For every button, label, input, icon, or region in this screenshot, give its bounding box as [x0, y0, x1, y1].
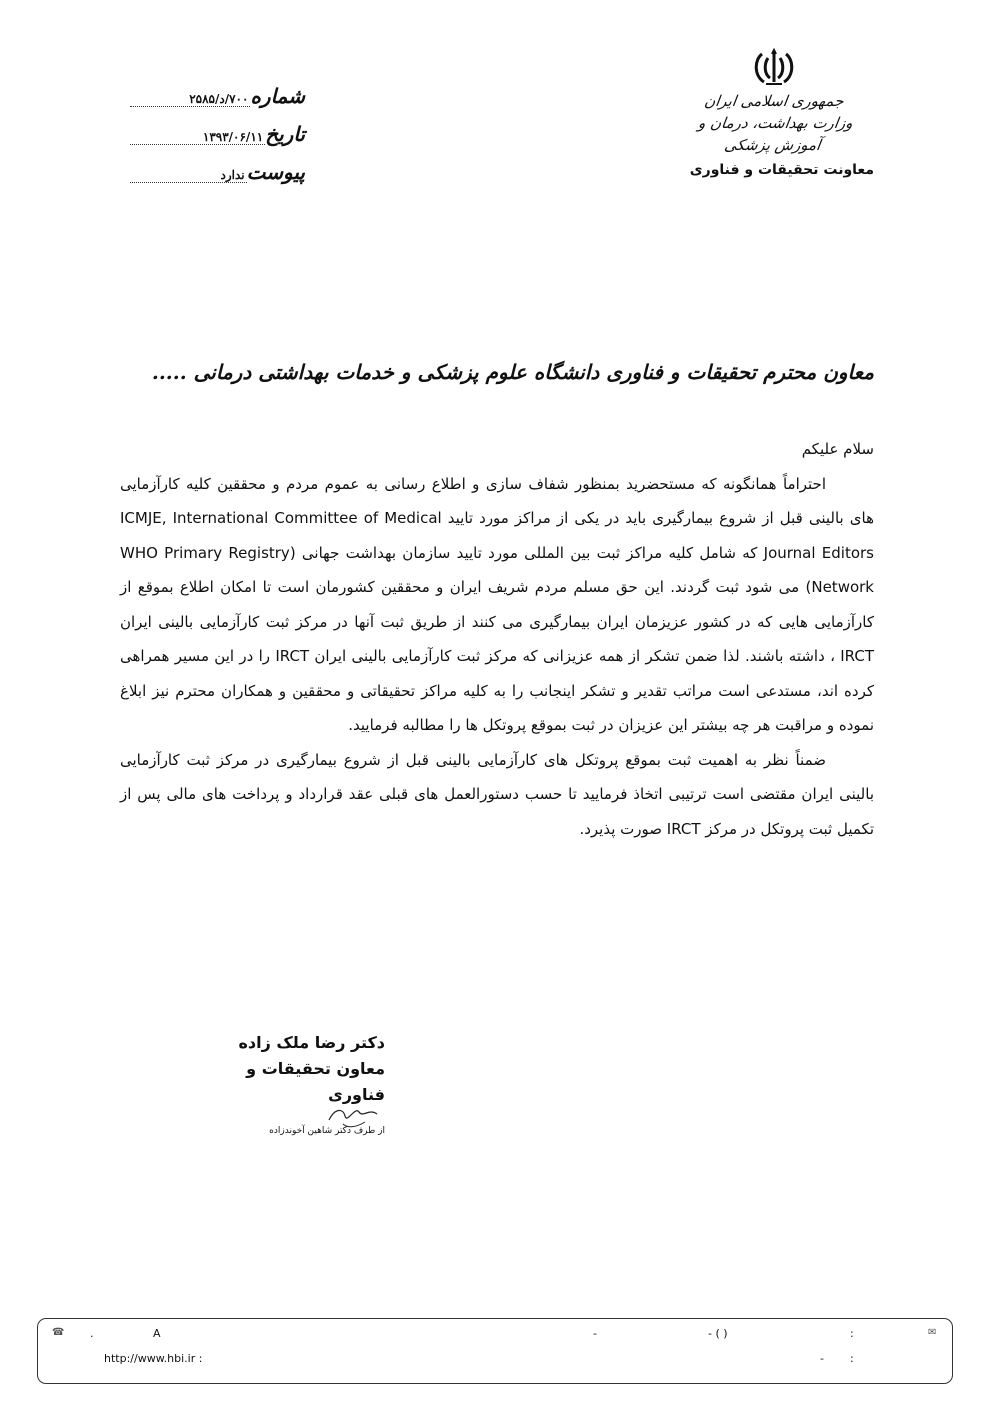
- iran-emblem-icon: [752, 48, 796, 88]
- footer-colon-1: :: [850, 1327, 854, 1340]
- letter-number-value: ۷۰۰/د/۲۵۸۵: [130, 92, 250, 107]
- letter-date-label: تاریخ: [265, 122, 305, 146]
- deputy-title: معاونت تحقیقات و فناوری: [689, 162, 874, 178]
- letter-date-value: ۱۳۹۳/۰۶/۱۱: [130, 130, 265, 145]
- letter-date-row: [130, 122, 305, 160]
- ministry-line-1: جمهوری اسلامی ایران: [703, 92, 845, 110]
- signatory-name: دکتر رضا ملک زاده: [238, 1033, 385, 1052]
- letter-attachment-row: [130, 160, 305, 198]
- signature-block: [215, 1030, 385, 1136]
- addressee-heading: معاون محترم تحقیقات و فناوری دانشگاه علوم پزشکی و خدمات بهداشتی درمانی .....: [151, 360, 874, 384]
- footer-dash-1: -: [593, 1327, 597, 1340]
- letter-number-row: [130, 84, 305, 122]
- ministry-header: [674, 48, 874, 178]
- letter-attachment-label: پیوست: [246, 160, 305, 184]
- letter-body: [120, 432, 874, 846]
- footer-address-a: A: [153, 1327, 161, 1340]
- signatory-title: معاون تحقیقات و فناوری: [246, 1059, 385, 1104]
- on-behalf-note: از طرف دکتر شاهین آخوندزاده: [269, 1126, 385, 1136]
- footer-colon-2: :: [850, 1352, 854, 1365]
- greeting: سلام علیکم: [801, 440, 874, 458]
- phone-icon: ☎: [52, 1327, 65, 1338]
- footer-dash-2: -: [820, 1352, 824, 1365]
- footer-dot: .: [90, 1327, 94, 1340]
- letter-meta: [130, 84, 305, 198]
- letter-attachment-value: ندارد: [130, 168, 247, 183]
- envelope-icon: ✉: [928, 1327, 937, 1338]
- footer-contact-box: [37, 1318, 953, 1384]
- body-paragraph-1: احتراماً همانگونه که مستحضرید بمنظور شفاف سازی و اطلاع رسانی به عموم مردم و محققین کلیه کارآزمایی های بالینی قبل از شروع بیمارگیری باید در یکی از مراکز مورد تایید ICMJE, International Committee of Medical Journal Editors که شامل کلیه مراکز ثبت بین المللی مورد تایید سازمان بهداشت جهانی (WHO Primary Registry Network) می شود ثبت گردند. این حق مسلم مردم شریف ایران و محققین کشورمان است تا امکان اطلاع بموقع از کارآزمایی هایی که در کشور عزیزمان ایران بیمارگیری می کنند از طریق ثبت آنها در مرکز ثبت کارآزمایی بالینی ایران IRCT ، داشته باشند. لذا ضمن تشکر از همه عزیزانی که مرکز ثبت کارآزمایی بالینی ایران IRCT را در این مسیر همراهی کرده اند، مستدعی است مراتب تقدیر و تشکر اینجانب را به کلیه مراکز تحقیقاتی و محققین و همکاران محترم نیز ابلاغ نموده و مراقبت هر چه بیشتر این عزیزان در ثبت بموقع پروتکل ها را مطالبه فرمایید.: [120, 474, 874, 734]
- footer-phone-paren: - ( ): [708, 1327, 728, 1340]
- ministry-line-2: وزارت بهداشت، درمان و آموزش پزشکی: [697, 114, 854, 154]
- website-url[interactable]: http://www.hbi.ir :: [104, 1352, 203, 1365]
- body-paragraph-2: ضمناً نظر به اهمیت ثبت بموقع پروتکل های کارآزمایی بالینی قبل از شروع بیمارگیری در مرکز ثبت کارآزمایی بالینی ایران مقتضی است ترتیبی اتخاذ فرمایید تا حسب دستورالعمل های قبلی عقد قرارداد و پرداخت های مالی پس از تکمیل ثبت پروتکل در مرکز IRCT صورت پذیرد.: [120, 750, 874, 838]
- letter-number-label: شماره: [250, 84, 305, 108]
